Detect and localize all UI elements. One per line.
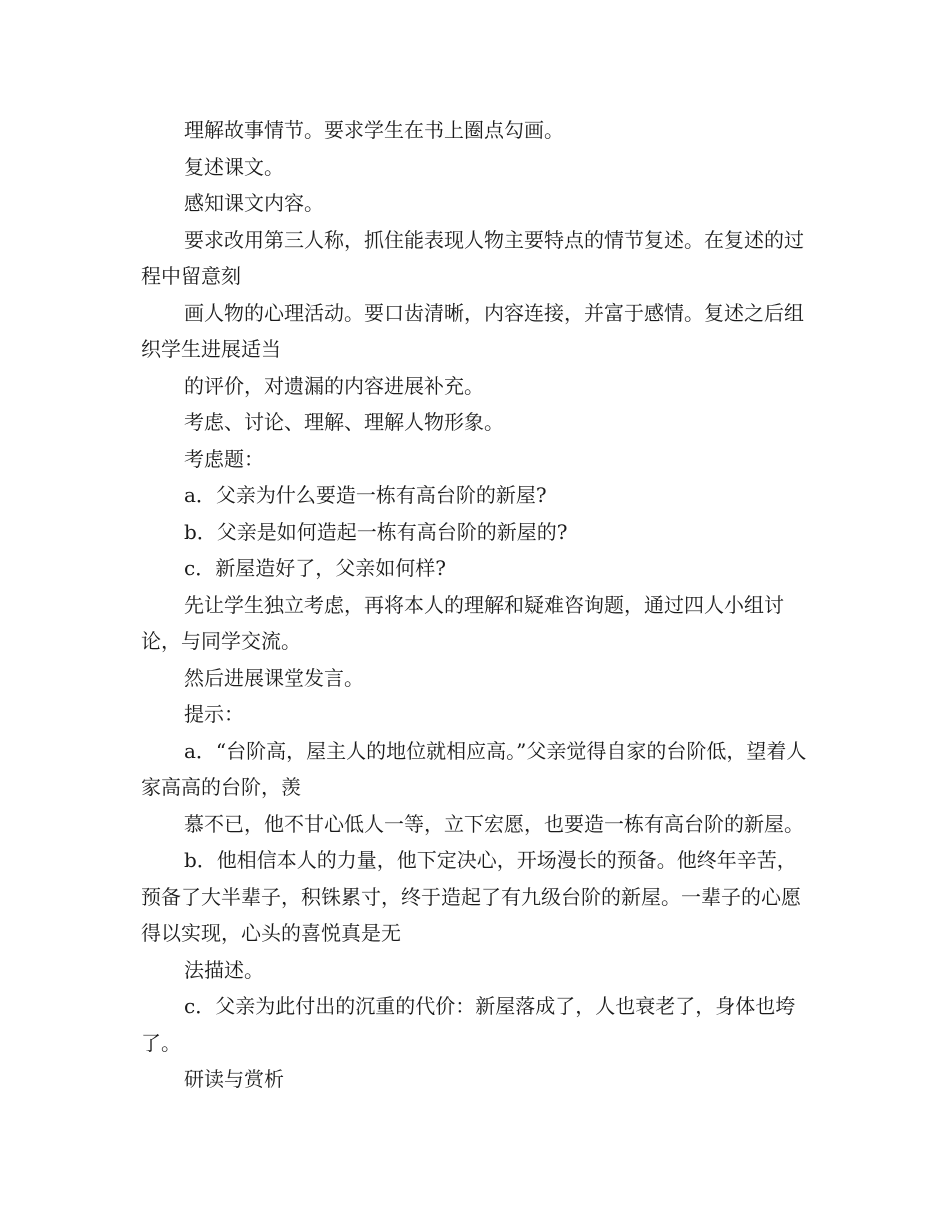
hint-b-2: 法描述。 [184, 957, 264, 982]
paragraph-8: 考虑题： [184, 446, 264, 471]
hint-b-1: b．他相信本人的力量，他下定决心，开场漫长的预备。他终年辛苦，预备了大半辈子，积铢累寸，终于造起了有九级台阶的新屋。一辈子的心愿得以实现，心头的喜悦真是无 [141, 848, 801, 945]
hint-a-1: a．“台阶高，屋主人的地位就相应高。”父亲觉得自家的台阶低，望着人家高高的台阶，羡 [141, 738, 807, 799]
paragraph-6: 的评价，对遗漏的内容进展补充。 [184, 373, 484, 398]
paragraph-13: 然后进展课堂发言。 [184, 665, 364, 690]
paragraph-4: 要求改用第三人称，抓住能表现人物主要特点的情节复述。在复述的过程中留意刻 [141, 227, 804, 288]
question-a: a．父亲为什么要造一栋有高台阶的新屋? [184, 483, 547, 507]
paragraph-7: 考虑、讨论、理解、理解人物形象。 [184, 410, 504, 434]
question-b: b．父亲是如何造起一栋有高台阶的新屋的? [184, 519, 568, 544]
section-heading: 研读与赏析 [184, 1067, 284, 1091]
question-c: c．新屋造好了，父亲如何样? [184, 556, 446, 580]
paragraph-5: 画人物的心理活动。要口齿清晰，内容连接，并富于感情。复述之后组织学生进展适当 [141, 300, 804, 361]
hint-heading: 提示： [184, 702, 244, 726]
paragraph-2: 复述课文。 [184, 154, 284, 179]
hint-a-2: 慕不已，他不甘心低人一等，立下宏愿，也要造一栋有高台阶的新屋。 [184, 811, 804, 836]
paragraph-12: 先让学生独立考虑，再将本人的理解和疑难咨询题，通过四人小组讨论，与同学交流。 [141, 592, 784, 653]
paragraph-1: 理解故事情节。要求学生在书上圈点勾画。 [184, 118, 564, 142]
paragraph-3: 感知课文内容。 [184, 191, 324, 215]
hint-c: c．父亲为此付出的沉重的代价：新屋落成了，人也衰老了，身体也垮了。 [141, 994, 796, 1055]
